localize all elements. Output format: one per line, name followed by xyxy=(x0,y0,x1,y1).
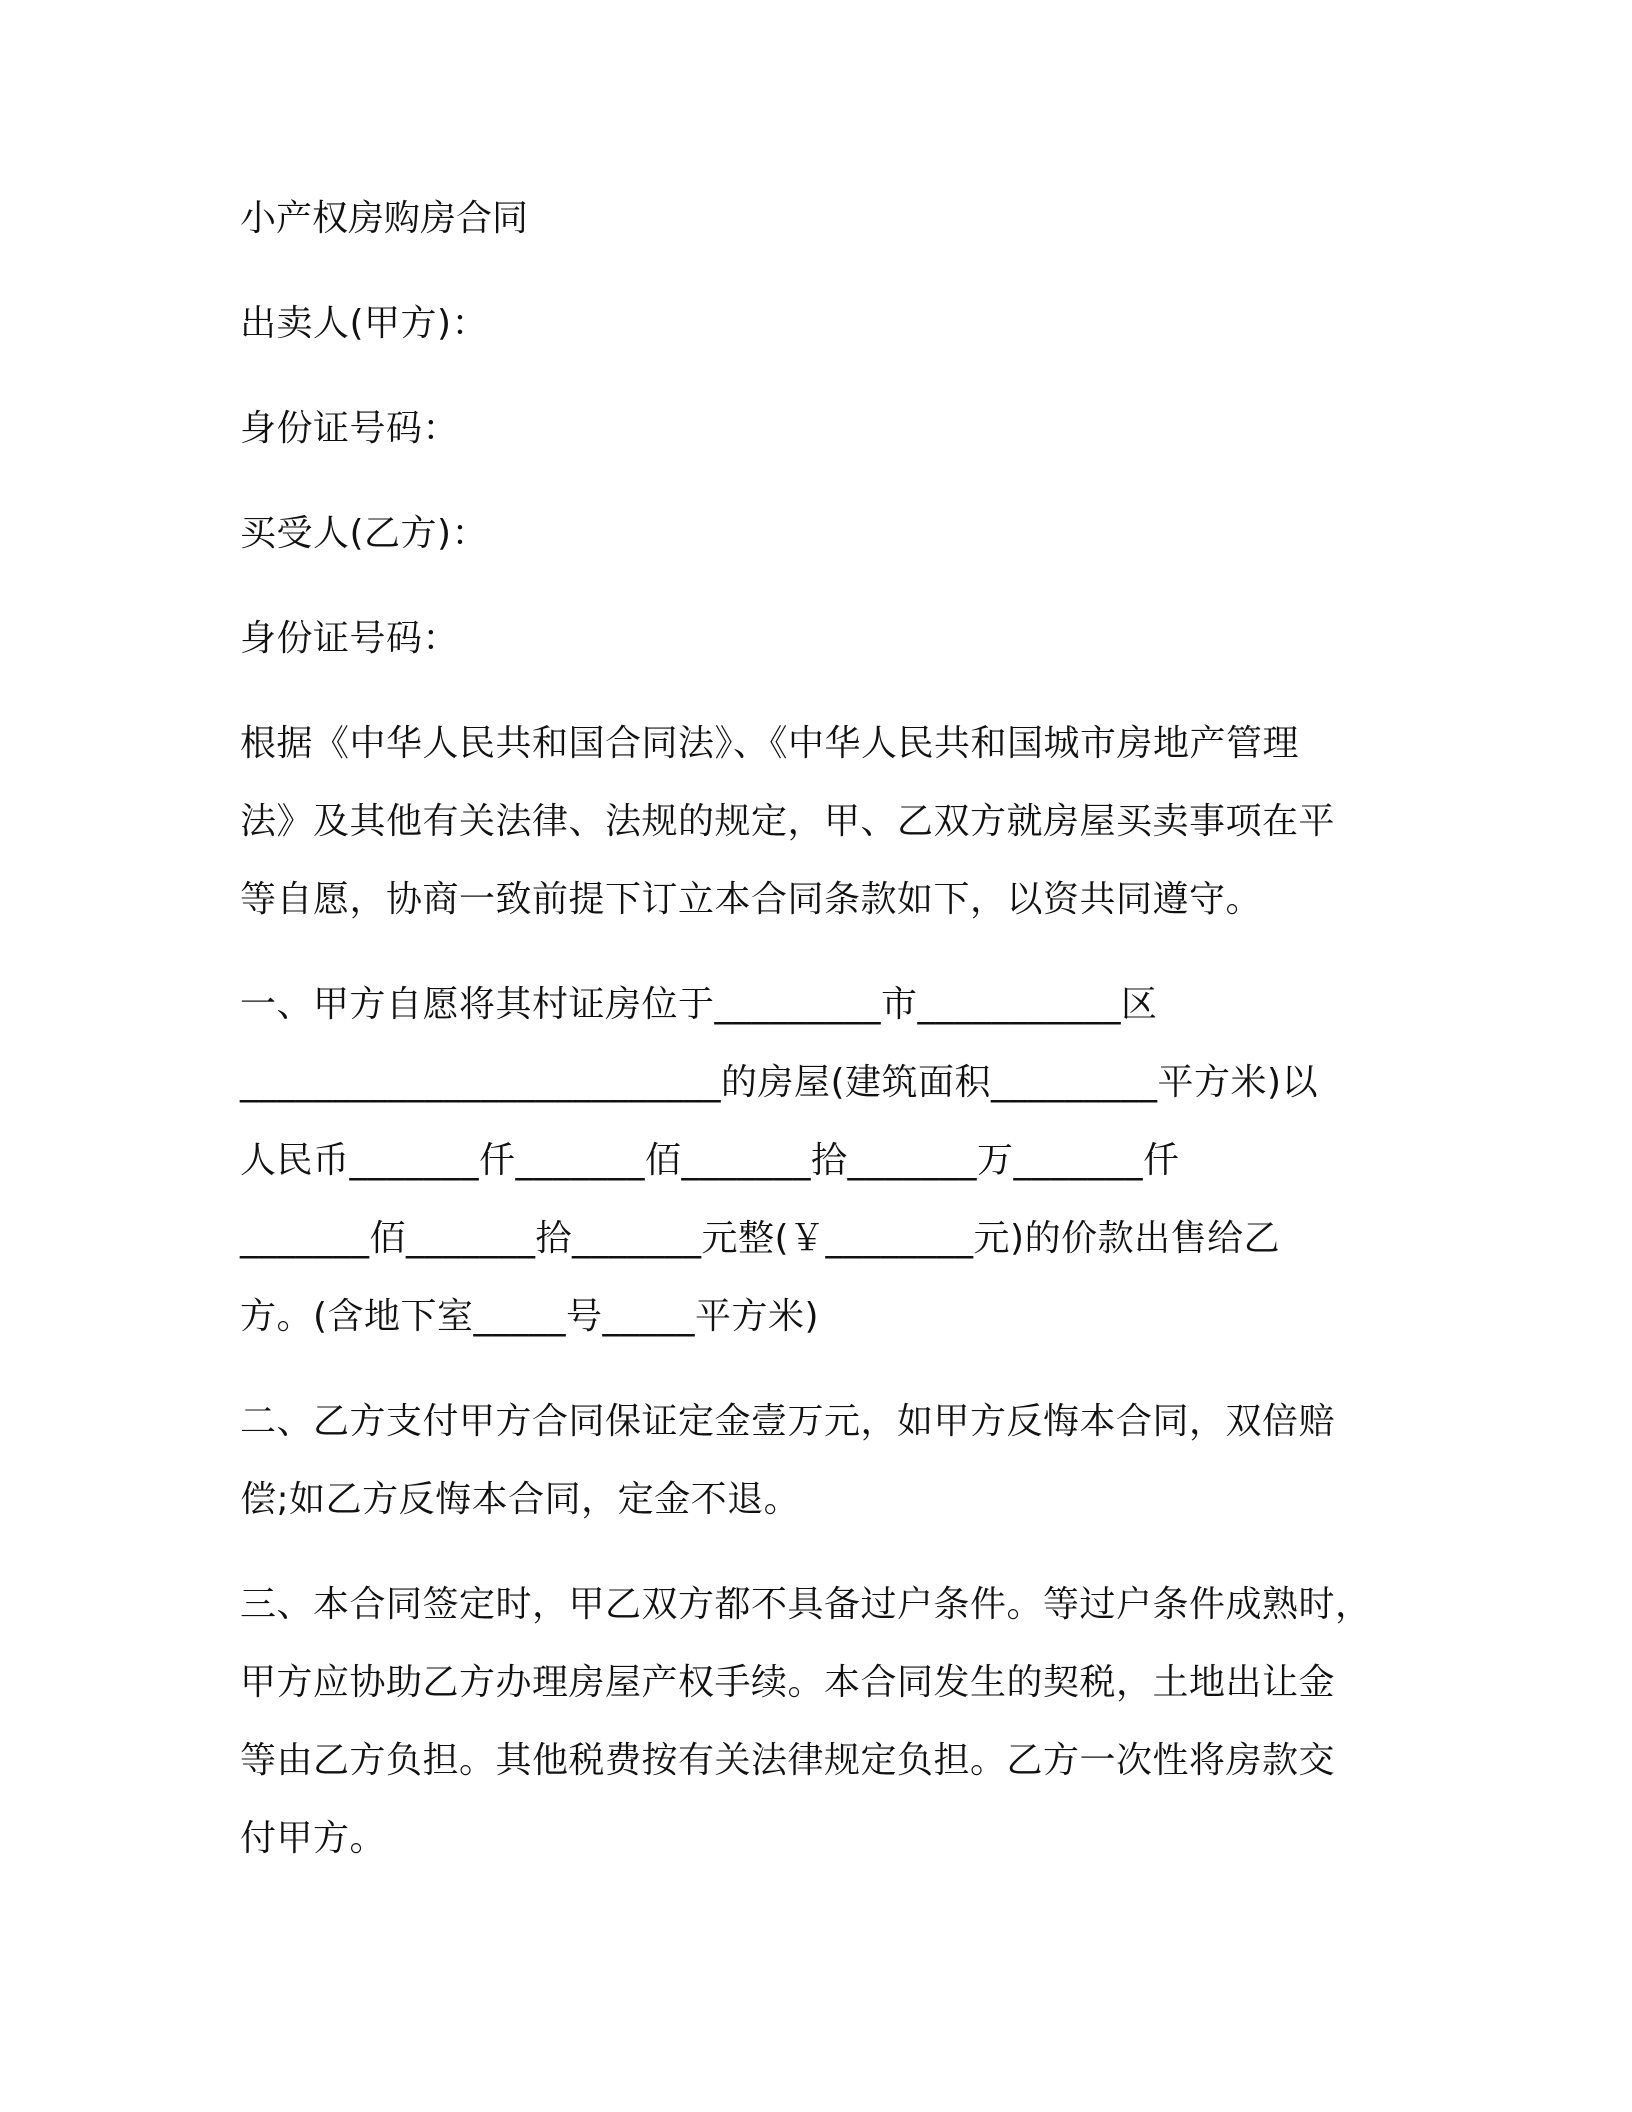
buyer-label: 买受人(乙方)： xyxy=(240,513,489,554)
clause-2-line: 二、乙方支付甲方合同保证定金壹万元，如甲方反悔本合同，双倍赔 xyxy=(240,1401,1336,1442)
preamble-line: 等自愿，协商一致前提下订立本合同条款如下，以资共同遵守。 xyxy=(240,879,1263,920)
clause-3-line: 等由乙方负担。其他税费按有关法律规定负担。乙方一次性将房款交 xyxy=(240,1740,1336,1781)
seller-id-label: 身份证号码： xyxy=(240,408,460,449)
seller-label: 出卖人(甲方)： xyxy=(240,303,489,344)
clause-1-line: __________________________的房屋(建筑面积_________平方米)以 xyxy=(240,1062,1319,1103)
document-title: 小产权房购房合同 xyxy=(240,198,529,239)
clause-3-paragraph xyxy=(240,1566,1390,1878)
preamble-line: 根据《中华人民共和国合同法》、《中华人民共和国城市房地产管理 xyxy=(240,723,1300,764)
clause-1-line: 人民币_______仟_______佰_______拾_______万_______仟 xyxy=(240,1140,1180,1181)
document-body xyxy=(240,180,1390,1878)
clause-1-line: 方。(含地下室_____号_____平方米) xyxy=(240,1296,820,1337)
clause-2-paragraph xyxy=(240,1383,1390,1539)
clause-1-line: 一、甲方自愿将其村证房位于_________市___________区 xyxy=(240,984,1158,1025)
clause-2-line: 偿;如乙方反悔本合同，定金不退。 xyxy=(240,1479,801,1520)
preamble-paragraph xyxy=(240,705,1390,939)
clause-3-line: 付甲方。 xyxy=(240,1818,387,1859)
clause-3-line: 三、本合同签定时，甲乙双方都不具备过户条件。等过户条件成熟时， xyxy=(240,1584,1372,1625)
clause-3-line: 甲方应协助乙方办理房屋产权手续。本合同发生的契税，土地出让金 xyxy=(240,1662,1336,1703)
clause-1-line: _______佰_______拾_______元整(￥________元)的价款出售给乙 xyxy=(240,1218,1281,1259)
buyer-id-label: 身份证号码： xyxy=(240,618,460,659)
preamble-line: 法》及其他有关法律、法规的规定，甲、乙双方就房屋买卖事项在平 xyxy=(240,801,1336,842)
clause-1-paragraph xyxy=(240,966,1390,1356)
